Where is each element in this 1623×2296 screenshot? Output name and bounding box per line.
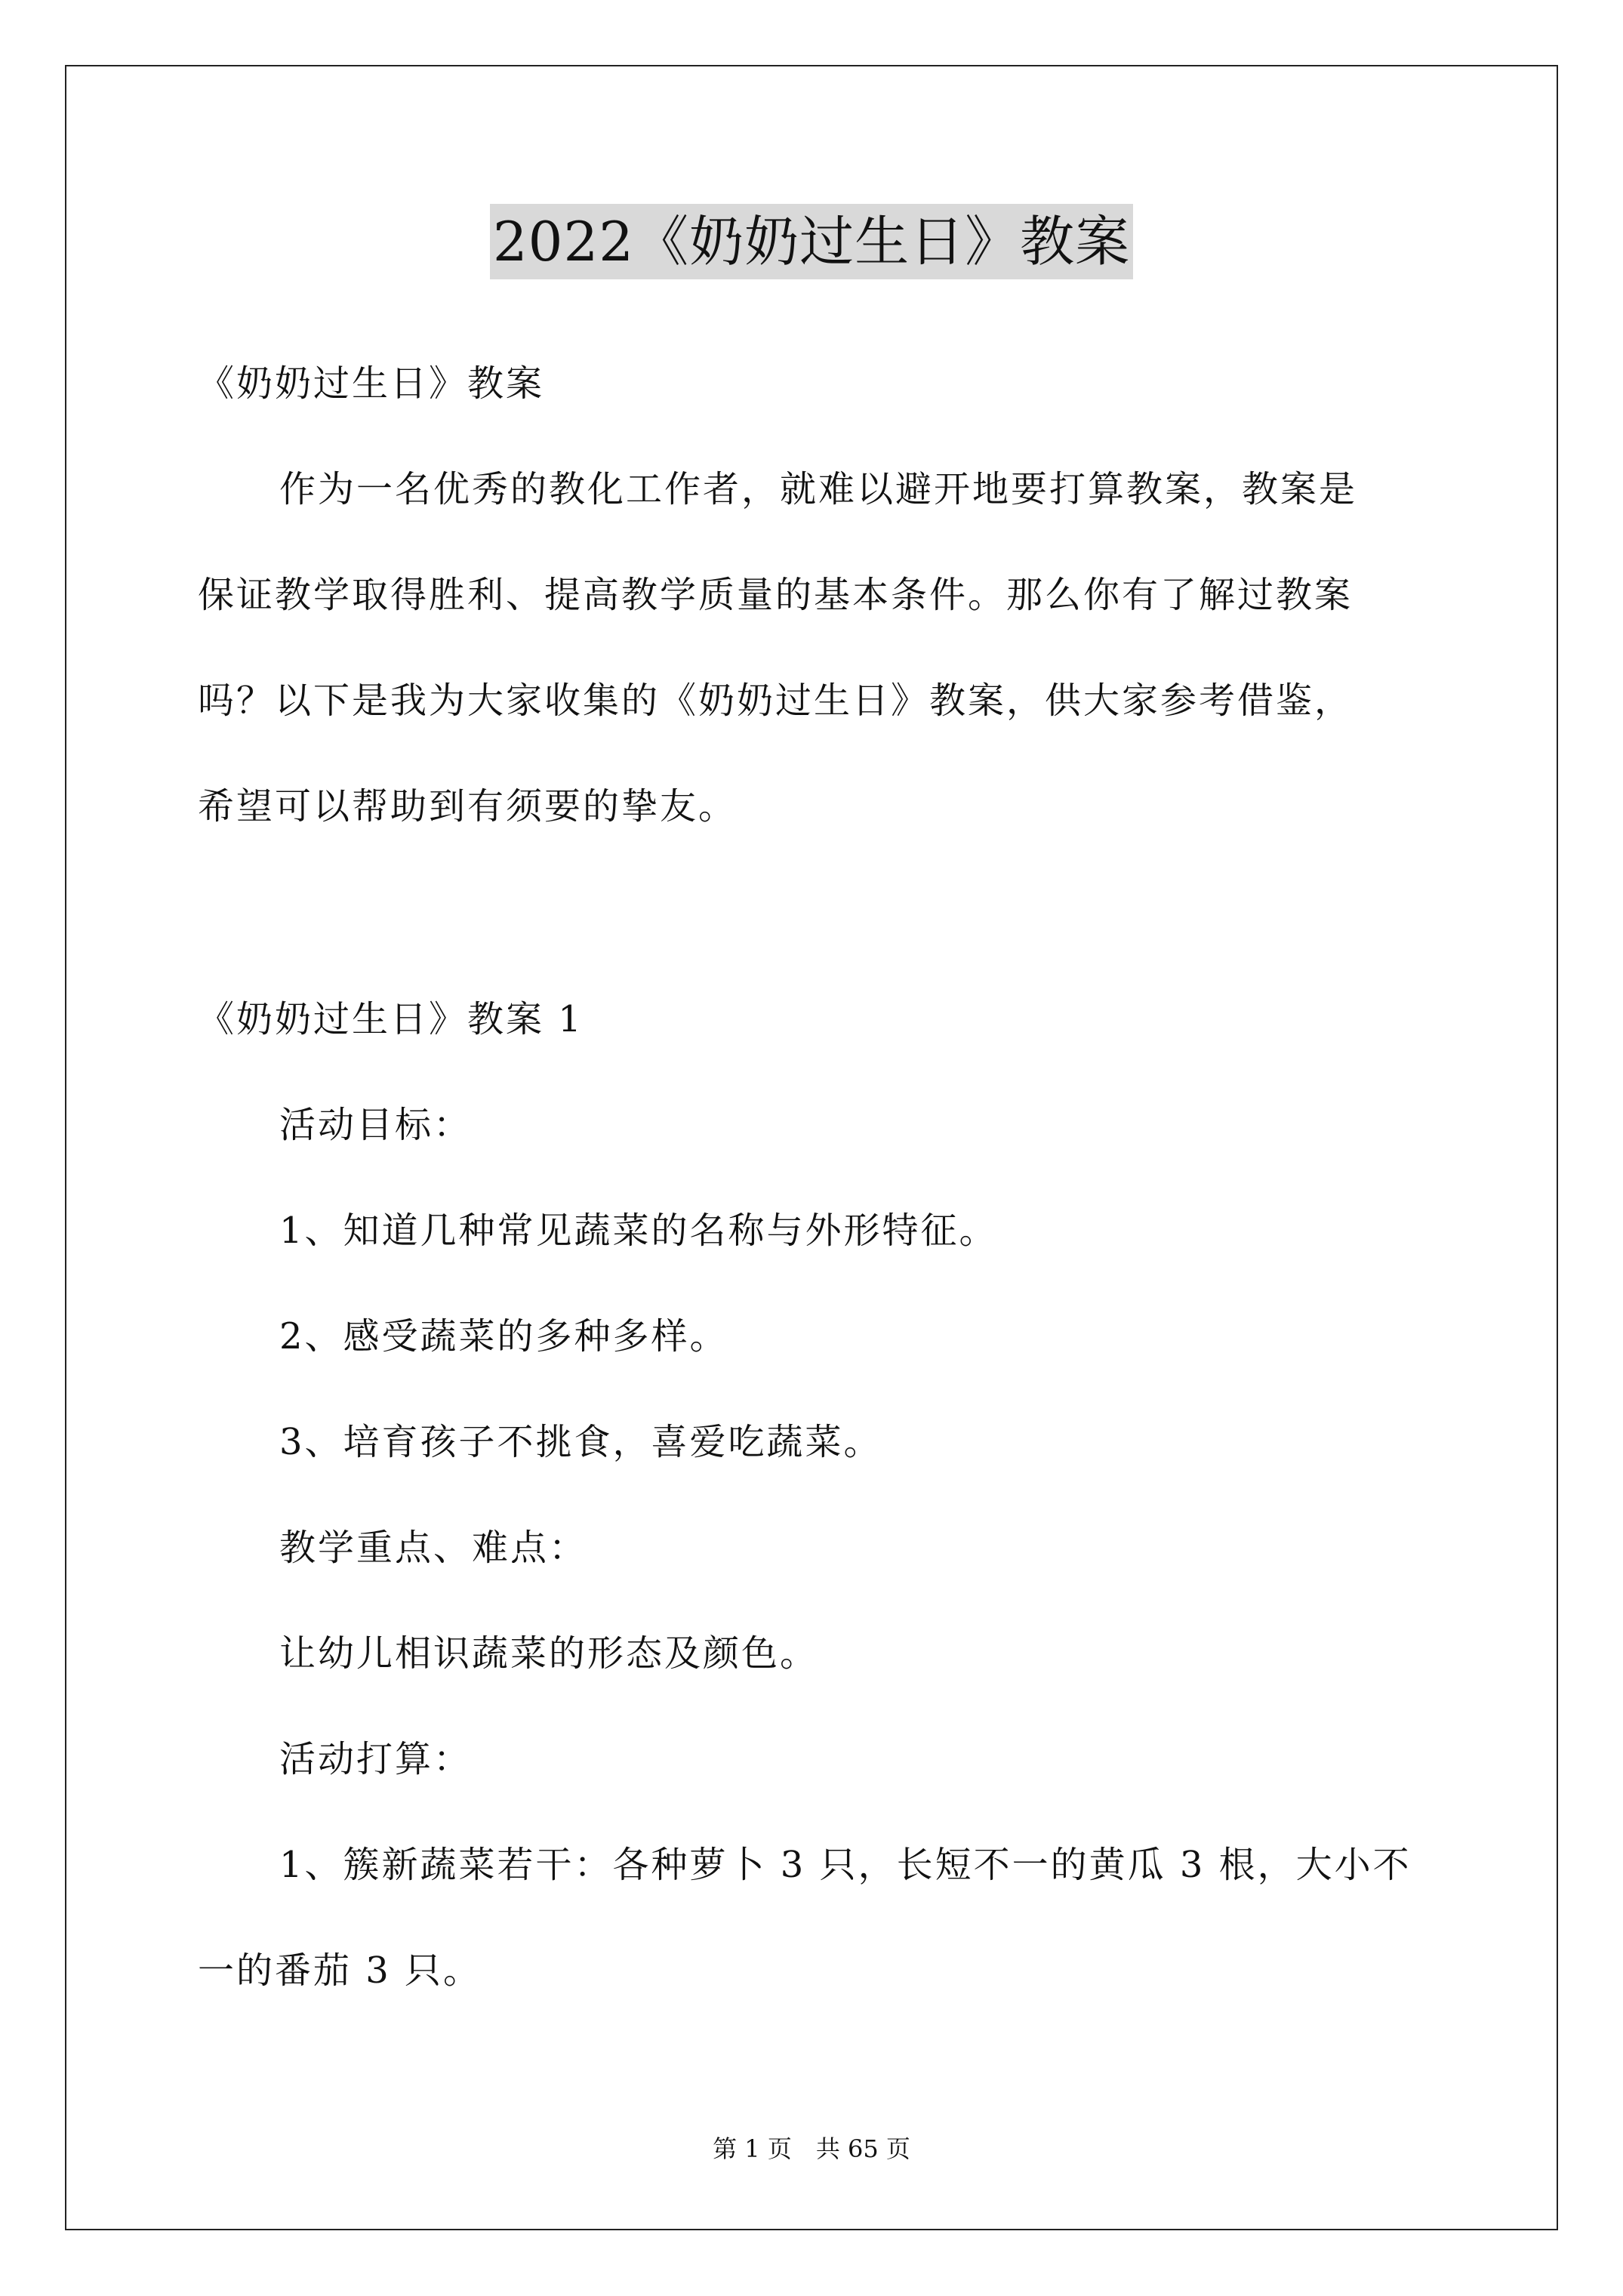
paragraph-line: 作为一名优秀的教化工作者，就难以避开地要打算教案，教案是 <box>279 468 1358 510</box>
paragraph-line: 教学重点、难点： <box>279 1527 588 1569</box>
paragraph-line: 保证教学取得胜利、提高教学质量的基本条件。那么你有了解过教案 <box>198 574 1354 616</box>
paragraph-line: 活动打算： <box>279 1738 473 1780</box>
page-footer: 第 1 页 共 65 页 <box>713 2134 910 2163</box>
subtitle-line: 《奶奶过生日》教案 <box>198 362 545 405</box>
list-item: 2、感受蔬菜的多种多样。 <box>279 1315 728 1358</box>
list-item: 3、培育孩子不挑食，喜爱吃蔬菜。 <box>279 1421 882 1463</box>
section-heading: 《奶奶过生日》教案 1 <box>198 998 584 1040</box>
paragraph-line: 让幼儿相识蔬菜的形态及颜色。 <box>279 1632 819 1675</box>
list-item: 1、知道几种常见蔬菜的名称与外形特征。 <box>279 1210 998 1252</box>
paragraph-line: 一的番茄 3 只。 <box>198 1949 482 1992</box>
title-wrap <box>0 204 1623 279</box>
paragraph-line: 希望可以帮助到有须要的挚友。 <box>198 785 738 827</box>
document-title: 2022《奶奶过生日》教案 <box>490 204 1133 279</box>
paragraph-line: 吗？以下是我为大家收集的《奶奶过生日》教案，供大家参考借鉴， <box>198 680 1354 722</box>
list-item: 1、簇新蔬菜若干：各种萝卜 3 只，长短不一的黄瓜 3 根，大小不 <box>279 1844 1412 1886</box>
paragraph-line: 活动目标： <box>279 1104 473 1146</box>
